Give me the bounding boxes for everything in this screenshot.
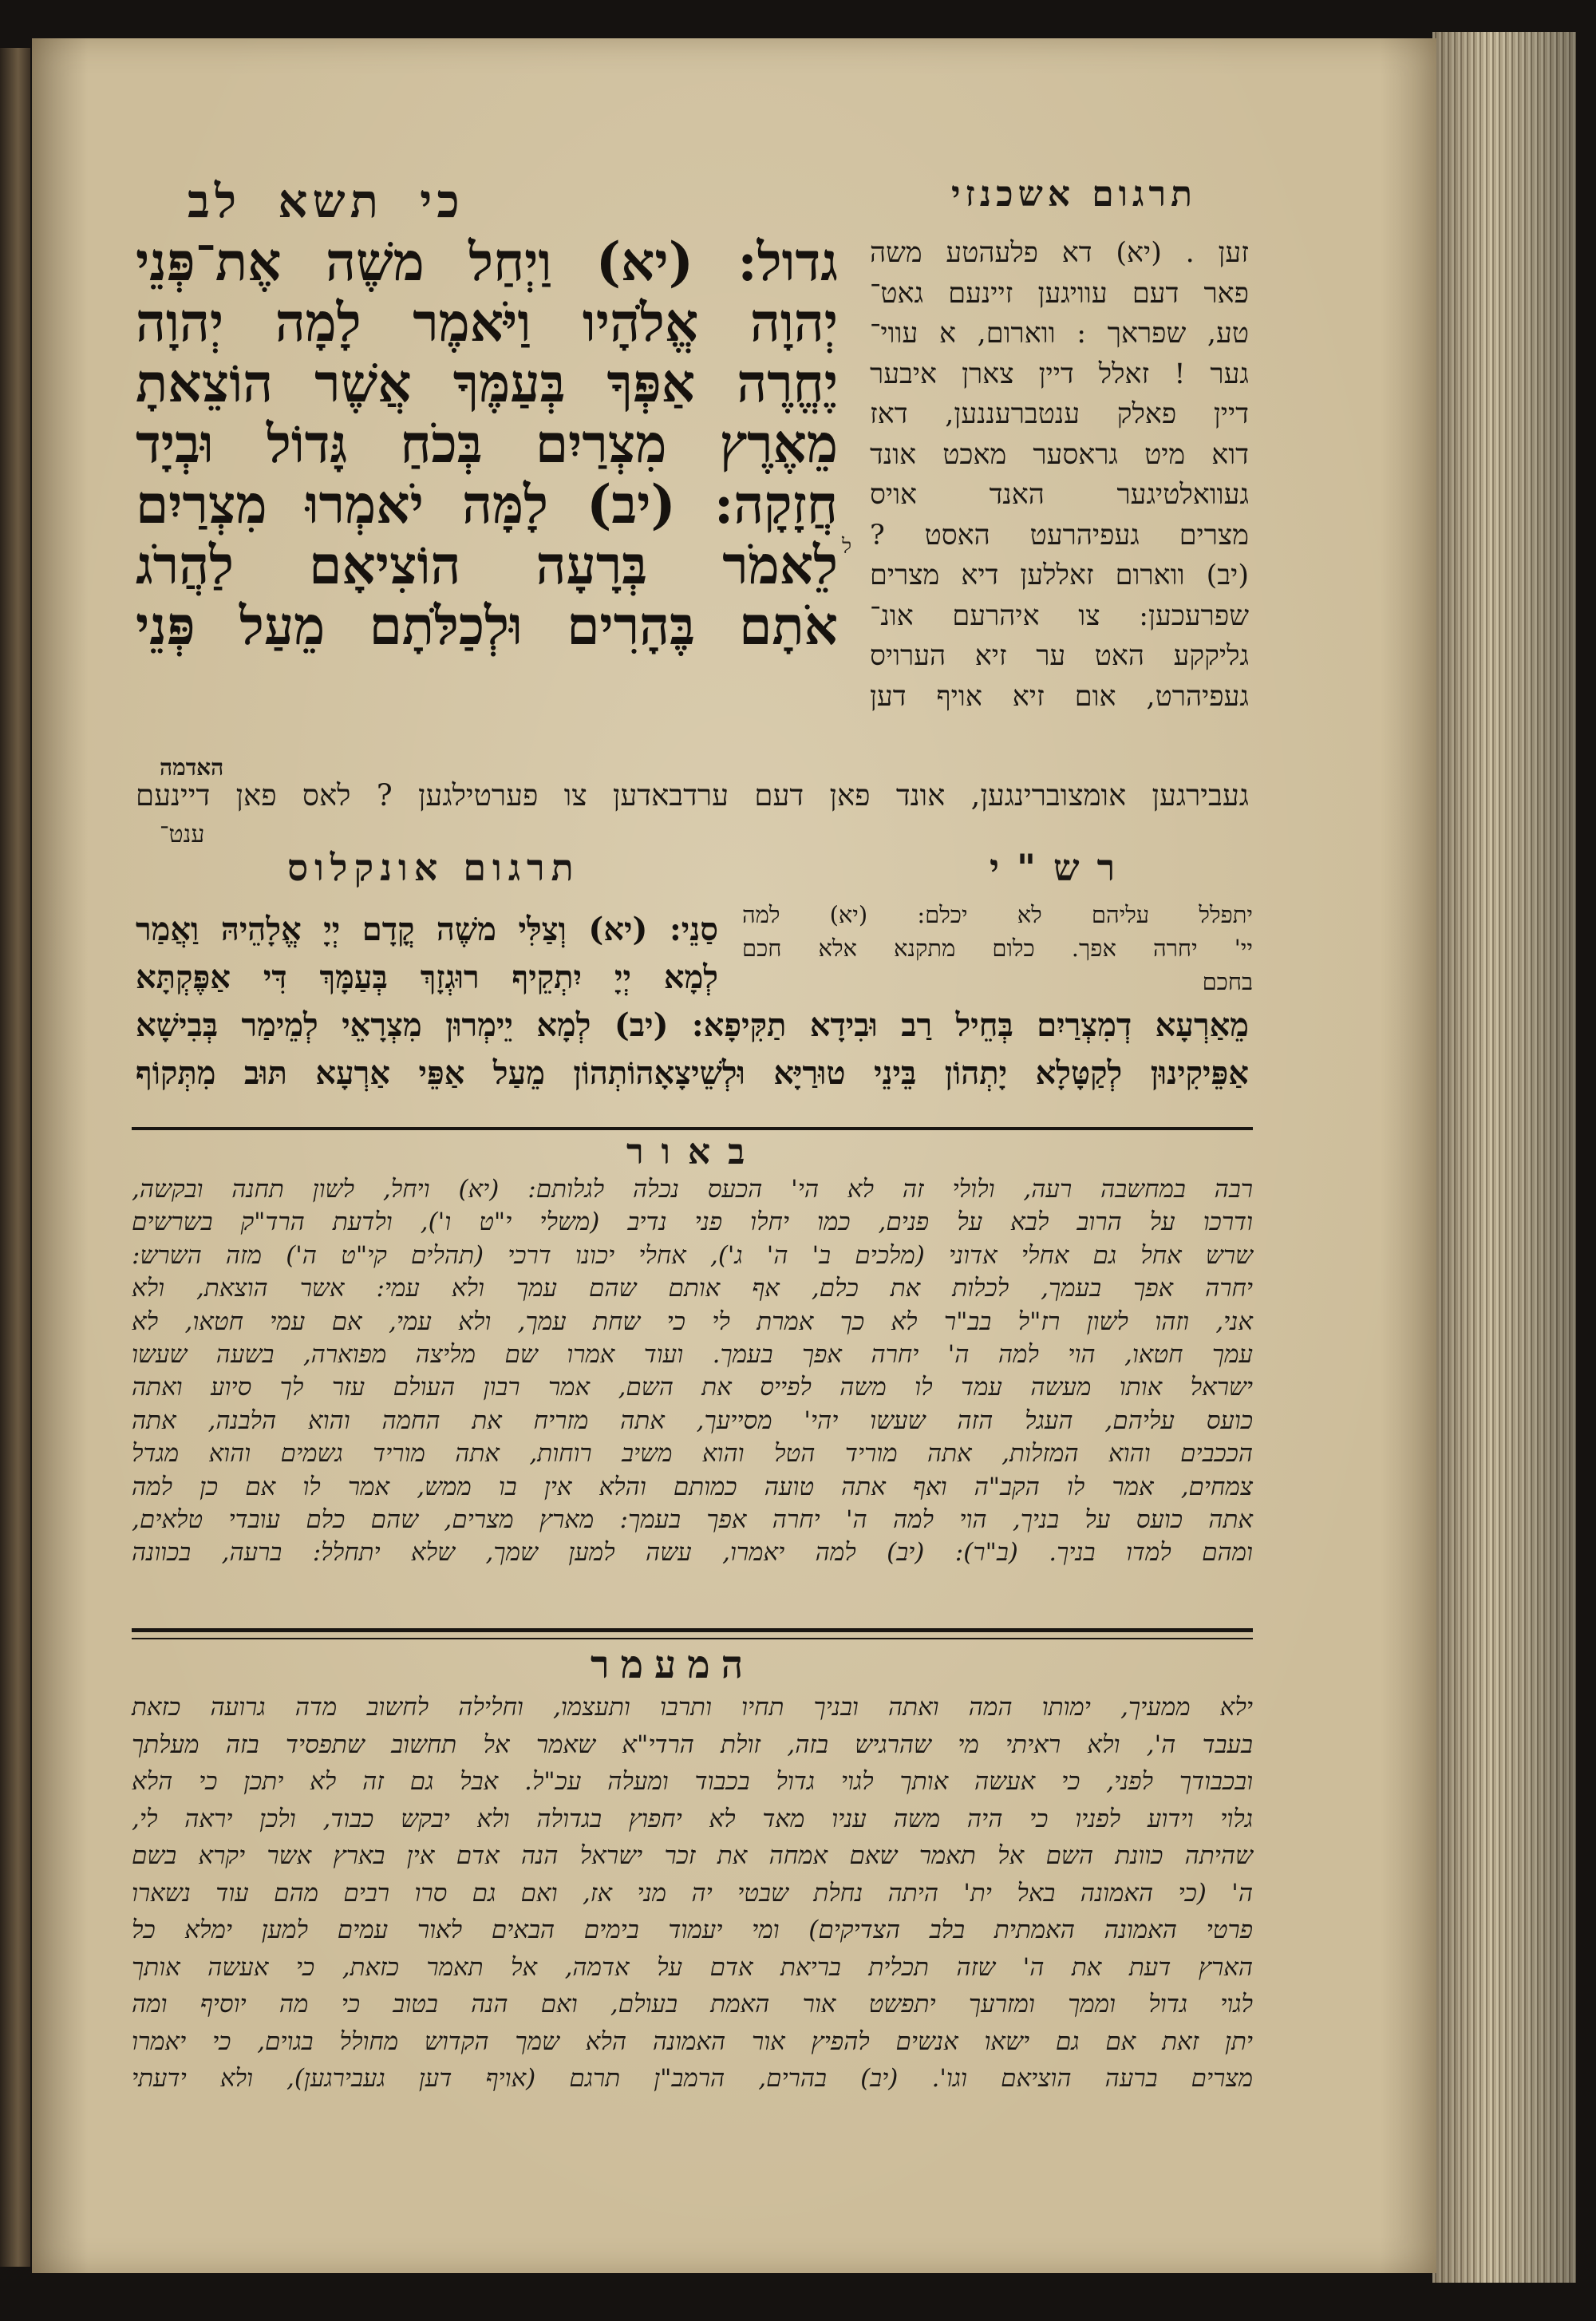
bible-line: לֵאמֹר בְּרָעָה הוֹצִיאָם לַהֲרֹג [136,534,838,596]
targum-ashkenazi-line: געוואלטיגער האנד אויס [870,479,1249,511]
divider-rule-thin [132,1638,1253,1639]
onkelos-line: לְמָא יְיָ יִתְקֵיף רוּגְזָךְ בְּעַמָּךְ דִּי אַפֶּקְתָּא [136,959,718,996]
hameasef-line: לגוי גדול וממך ומזרעך יתפשט אור האמת בעולם, ואם הנה בטוב כי מה יוסיף ומה [132,1990,1253,2019]
running-header-targum: תרגום אשכנזי [950,174,1197,215]
targum-ashkenazi-line: געפיהרט, אום זיא אויף דען [870,680,1249,713]
divider-rule [132,1127,1253,1130]
divider-rule-thick [132,1628,1253,1632]
rashi-column [742,898,1253,998]
bible-line: אֹתָם בֶּהָרִים וּלְכַלֹּתָם מֵעַל פְּנֵי [136,595,838,657]
hameasef-line: הארץ דעת את ה' שזה תכלית בריאת אדם על אדמה, אל תאמר כזאת, כי אעשה אותך [132,1952,1253,1982]
biur-line: הככבים והוא המזלות, אתה מוריד הטל והוא משיב רוחות, אתה מוריד גשמים והוא מגדל [132,1439,1253,1469]
biur-line: שרש אחל גם אחלי אדוני (מלכים ב' ה' ג'), אחלי יכונו דרכי (תהלים קי"ט ה') מזה השרש: [132,1240,1253,1270]
bible-line: גדול: (יא) וַיְחַל משֶׁה אֶת־פְּנֵי [136,231,838,293]
biur-line: יחרה אפך בעמך, לכלות את כלם, אף אותם שהם עמך ולא עמי: אשר הוצאת, ולא [132,1274,1253,1303]
hameasef-line: מצרים ברעה הוציאם וגו'. (יב) בהרים, הרמב"ן תרגם (אויף דען געבירגען), ולא ידעתי [132,2064,1253,2093]
biur-line: עמך חטאו, הוי למה ה' יחרה אפך בעמך. ועוד אמרו שם מליצה מפוארה, בשעה שעשו [132,1340,1253,1370]
rashi-line: יתפלל עליהם לא יכלם: (יא) למה [742,901,1253,928]
hameasef-line: ה' (כי האמונה באל ית' היתה נחלת שבטי יה מני אז, ואם גם סרו רבים מהם עוד נשארו [132,1878,1253,1908]
hameasef-heading: המעמר [591,1643,755,1687]
hameasef-commentary [132,1689,1253,2098]
verse-marker: ל [842,535,852,559]
rashi-line: יי' יחרה אפך. כלום מתקנא אלא חכם [742,935,1253,962]
hameasef-line: גלוי וידוע לפניו כי היה משה עניו מאד לא יחפוץ בגדולה ולא יבקש כבוד, ולכן יראה לי, [132,1804,1253,1833]
onkelos-line: מֵאַרְעָא דְמִצְרַיִם בְּחֵיל רַב וּבִידָא תַקִּיפָא: (יב) לְמָא יֵימְרוּן מִצְרָאֵי לְמֵימַר בְּבִישָׁא [136,1006,1249,1044]
biur-line: ודרכו על הרוב לבא על פנים, כמו יחלו פני נדיב (משלי י"ט ו'), ולדעת הרד"ק בשרשים [132,1208,1253,1237]
targum-ashkenazi-line: דיין פאלק ענטברעננען, דאז [870,398,1249,430]
bible-line: יֶחֱרֶה אַפְּךָ בְּעַמֶּךָ אֲשֶׁר הוֹצֵאתָ [136,352,838,414]
rashi-line: בחכם [1202,968,1253,995]
targum-ashkenazi-line: גליקקע האט ער זיא הערויס [870,640,1249,672]
onkelos-line: אַפֵּיקִינוּן לְקַטָּלָא יָתְהוֹן בֵּינֵי טוּרַיָּא וּלְשֵׁיצָאָהוֹתְהוֹן מֵעַל אַפֵּי אַרְעָא תּוּב מִתְּקוֹף [136,1054,1249,1092]
targum-ashkenazi-full-line: געבירגען אומצוברינגען, אונד פאן דעם ערדבאדען צו פערטילגען ? לאס פאן דיינעם [136,778,1249,813]
fore-edge-shadow [1432,32,1576,2283]
targum-ashkenazi-line: טע, שפראך : ווארום, א עווי־ [870,318,1249,350]
onkelos-full-width [136,1002,1249,1097]
targum-ashkenazi-line: (יב) ווארום זאללען דיא מצרים [870,559,1249,591]
biur-line: אתה כועס על בניך, הוי למה ה' יחרה אפך בעמך: מארץ מצרים, שהם כלם עובדי טלאים, [132,1505,1253,1535]
bible-line: חֲזָקָה: (יב) לָמָּה יֹאמְרוּ מִצְרַיִם [136,473,838,536]
bible-line: מֵאֶרֶץ מִצְרַיִם בְּכֹחַ גָּדוֹל וּבְיָד [136,413,838,475]
targum-ashkenazi-line: דוא מיט גראסער מאכט אונד [870,438,1249,471]
hameasef-line: בעבד ה', ולא ראיתי מי שהרגיש בזה, זולת הרדי"א שאמר אל תחשוב שתפסיד בזה מעלתך [132,1730,1253,1759]
bible-text-block [136,231,838,750]
hameasef-line: פרטי האמונה האמתית בלב הצדיקים) ומי יעמוד בימים הבאים לאור עמים למען ימלא כל [132,1916,1253,1944]
left-page-edge [0,48,30,2267]
targum-ashkenazi-catchword: ענט־ [160,820,205,848]
targum-ashkenazi-line: זען . (יא) דא פלעהטע משה [870,237,1249,269]
biur-line: אני, וזהו לשון רז"ל בב"ר לא כך אמרת לי כי שחת עמך, ולא עמי, אם עמי חטאו, לא [132,1307,1253,1336]
biur-line: צמחים, אמר לו הקב"ה ואף אתה טועה כמותם והלא אין בו ממש, אמר לו אם כן למה [132,1472,1253,1501]
hameasef-line: ילא ממעיך, ימותו המה ואתה ובניך תחיו ותרבו ותעצמו, וחלילה לחשוב מדה גרועה כזאת [132,1693,1253,1722]
targum-ashkenazi-line: שפרעכען: צו איהרעם אונ־ [870,599,1249,632]
bible-line: יְהוָה אֱלֹהָיו וַיֹּאמֶר לָמָה יְהוָה [136,291,838,354]
running-header-parsha: כי תשא לב [188,174,464,228]
targum-ashkenazi-line: מצרים געפיהרעט האסט ? [870,519,1249,552]
targum-ashkenazi-line: גער ! זאלל דיין צארן איבער [870,358,1249,390]
biur-line: כועס עליהם, העגל הזה שעשו יהי' מסייעך, אתה מזריח את החמה והוא הלבנה, אתה [132,1406,1253,1435]
biur-line: ישראל אותו מעשה עמד לו משה לפייס את השם, אמר רבון העולם עזר לך סיוע ואתה [132,1373,1253,1402]
hameasef-line: יתן זאת אם גם ישאו אנשים להפיץ אור האמונה הלא שמך הקדוש מחולל בגוים, כי יאמרו [132,2026,1253,2056]
onkelos-column [136,906,718,1002]
targum-ashkenazi-line: פאר דעם עוויגען זיינעם גאט־ [870,277,1249,310]
catchword-bible: האדמה [160,754,224,781]
targum-ashkenazi-column [870,233,1249,717]
biur-commentary [132,1173,1253,1570]
biur-line: ומהם למדו בניך. (ב"ר): (יב) למה יאמרו, עשה למען שמך, שלא יתחלל: ברעה, בכוונה [132,1538,1253,1568]
biur-line: רבה במחשבה רעה, ולולי זה לא הי' הכעס נכלה לגלותם: (יא) ויחל, לשון תחנה ובקשה, [132,1175,1253,1204]
biur-heading: באור [626,1132,763,1172]
hameasef-line: שהיתה כוונת השם אל תאמר שאם אמחה את זכר ישראל הנה אדם אין בארץ אשר יקרא בשם [132,1841,1253,1870]
onkelos-heading: תרגום אונקלוס [287,846,580,889]
hameasef-line: ובכבודך לפני, כי אעשה אותך לגוי גדול בכבוד ומעלה עכ"ל. אבל גם זה לא יתכן כי הלא [132,1767,1253,1796]
rashi-heading: רש"י [990,846,1133,889]
onkelos-line: סַנֵי: (יא) וְצַלִּי משֶׁה קֳדָם יְיָ אֱלָהֵיהּ וַאֲמַר [136,911,718,948]
